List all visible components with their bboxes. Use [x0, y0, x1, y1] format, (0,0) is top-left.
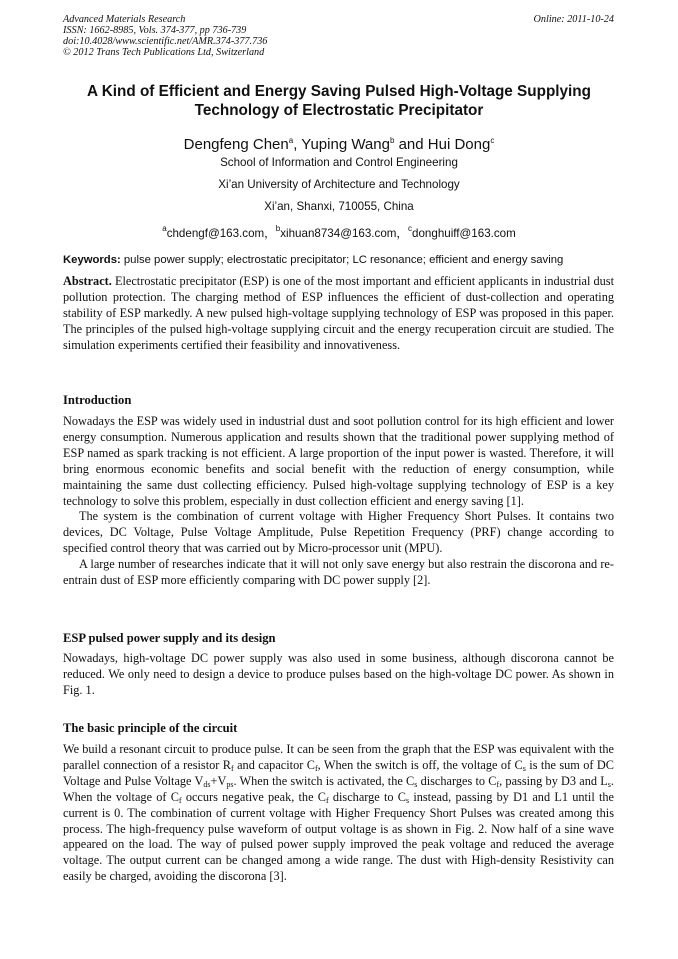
introduction-heading: Introduction [63, 393, 132, 407]
author-list [0, 131, 678, 155]
copyright-line: © 2012 Trans Tech Publications Ltd, Switzerland [63, 47, 265, 58]
issn-line: ISSN: 1662-8985, Vols. 374-377, pp 736-739 [63, 25, 247, 36]
author-2-mark: b [389, 136, 395, 145]
subscript: f [178, 795, 182, 805]
section-heading-pulsed-power: ESP pulsed power supply and its design [63, 631, 276, 645]
subscript: s [414, 779, 418, 789]
principle-text: occurs negative peak, the C [181, 789, 326, 804]
principle-text: is the sum of DC Voltage and Pulse Voltage V [63, 757, 614, 788]
principle-text: , When the switch is off, the voltage of C [317, 757, 523, 772]
author-1-mark: a [288, 136, 294, 145]
affiliation-line-2: Xi’an University of Architecture and Technology [218, 178, 460, 191]
intro-paragraph-3: A large number of researches indicate that it will not only save energy but also restrain the discorona and re-entrain dust of ESP more efficiently comparing with DC power supply [2]. [63, 557, 614, 588]
intro-paragraph-2: The system is the combination of current voltage with Higher Frequency Short Pulses. It contains two devices, DC Voltage, Pulse Voltage Amplitude, Pulse Repetition Frequency (PRF) change according to specified control theory that was carried out by Micro-processor unit (MPU). [63, 509, 614, 556]
affiliation-line-3: Xi’an, Shanxi, 710055, China [264, 200, 414, 213]
principle-text: . When the switch is activated, the C [233, 773, 415, 788]
subscript: f [496, 779, 500, 789]
author-3: Hui Dong [427, 136, 491, 153]
principle-text: We build a resonant circuit to produce pulse. It can be seen from the graph that the ESP was equivalent with the parallel connection of a resistor R [63, 742, 614, 772]
author-3-mark: c [490, 136, 495, 145]
principle-text: discharges to C [417, 773, 497, 788]
keywords-text: pulse power supply; electrostatic precipitator; LC resonance; efficient and energy saving [120, 254, 564, 266]
doi-line: doi:10.4028/www.scientific.net/AMR.374-377.736 [63, 36, 268, 47]
section-heading-basic-principle: The basic principle of the circuit [63, 721, 238, 735]
section-basic-principle-paragraph [63, 742, 614, 885]
author-separator: and [394, 136, 428, 153]
title-line-2: Technology of Electrostatic Precipitator [194, 102, 484, 119]
subscript: f [314, 763, 318, 773]
introduction-body [63, 414, 614, 589]
title-line-1: A Kind of Efficient and Energy Saving Pulsed High-Voltage Supplying [87, 83, 591, 100]
keywords-label: Keywords: [63, 254, 121, 266]
subscript: s [405, 795, 410, 805]
author-2: Yuping Wang [301, 136, 390, 153]
email-1-mark: a [162, 224, 167, 233]
email-2-mark: b [275, 224, 281, 233]
principle-text: , passing by D3 and L [499, 773, 608, 788]
email-3-mark: c [408, 224, 413, 233]
email-2: xihuan8734@163.com， [280, 227, 409, 240]
paper-title [40, 82, 638, 120]
online-date: Online: 2011-10-24 [533, 14, 614, 25]
email-1: chdengf@163.com， [166, 227, 276, 240]
abstract-text: Electrostatic precipitator (ESP) is one of the most important and efficient applicants in industrial dust pollution protection. The charging method of ESP influences the efficient of dust-collection and operating stability of ESP markedly. A new pulsed high-voltage supplying technology of ESP was proposed in this paper. The principles of the pulsed high-voltage supplying circuit and the energy recuperation circuit are studied. The simulation experiments certified their feasibility and innovativeness. [63, 274, 614, 352]
author-separator: , [293, 136, 302, 153]
affiliation-line-1: School of Information and Control Engineering [220, 156, 458, 169]
abstract-label: Abstract. [63, 274, 112, 288]
journal-header [63, 14, 614, 58]
intro-paragraph-1: Nowadays the ESP was widely used in industrial dust and soot pollution control for its high efficient and lower energy consumption. Numerous application and results shown that the traditional power supplying method of ESP named as spark tracking is not efficient. A large proportion of the input power is wasted. Therefore, it will bring enormous economic benefits and social benefit with the reduction of energy consumption, while maintaining the same dust collecting efficiency. Pulsed high-voltage supplying technology of ESP is a key technology to solve this problem, especially in dust collection efficient and energy saving [1]. [63, 414, 614, 508]
subscript: f [231, 763, 234, 773]
section-pulsed-power-paragraph: Nowadays, high-voltage DC power supply was also used in some business, although discorona cannot be reduced. We only need to design a device to produce pulses based on the high-voltage DC power. As shown in Fig. 1. [63, 651, 614, 697]
principle-text: +V [210, 773, 227, 788]
journal-name: Advanced Materials Research [63, 14, 186, 25]
subscript: ps [226, 779, 234, 789]
abstract [63, 274, 614, 354]
keywords [63, 253, 623, 267]
principle-text: instead, passing by D1 and L1 until the current is 0. The combination of current voltage with Higher Frequency Short Pulses was created among this process. The high-frequency pulse waveform of output voltage is as shown in Fig. 2. Now half of a sine wave appeared on the load. The way of pulsed power supply improved the peak voltage and reduced the average voltage. The output current can be changed among a wide range. The dust with High-density Resistivity can easily be charged, avoiding the discorona [3]. [63, 789, 614, 884]
author-1: Dengfeng Chen [183, 136, 289, 153]
principle-text: and capacitor C [233, 757, 315, 772]
subscript: s [522, 763, 526, 773]
principle-text: . When the voltage of C [63, 773, 614, 804]
email-3: donghuiff@163.com [412, 227, 516, 240]
subscript: s [607, 779, 611, 789]
email-list [0, 222, 678, 241]
subscript: f [325, 795, 329, 805]
subscript: ds [203, 779, 211, 789]
principle-text: discharge to C [328, 789, 406, 804]
